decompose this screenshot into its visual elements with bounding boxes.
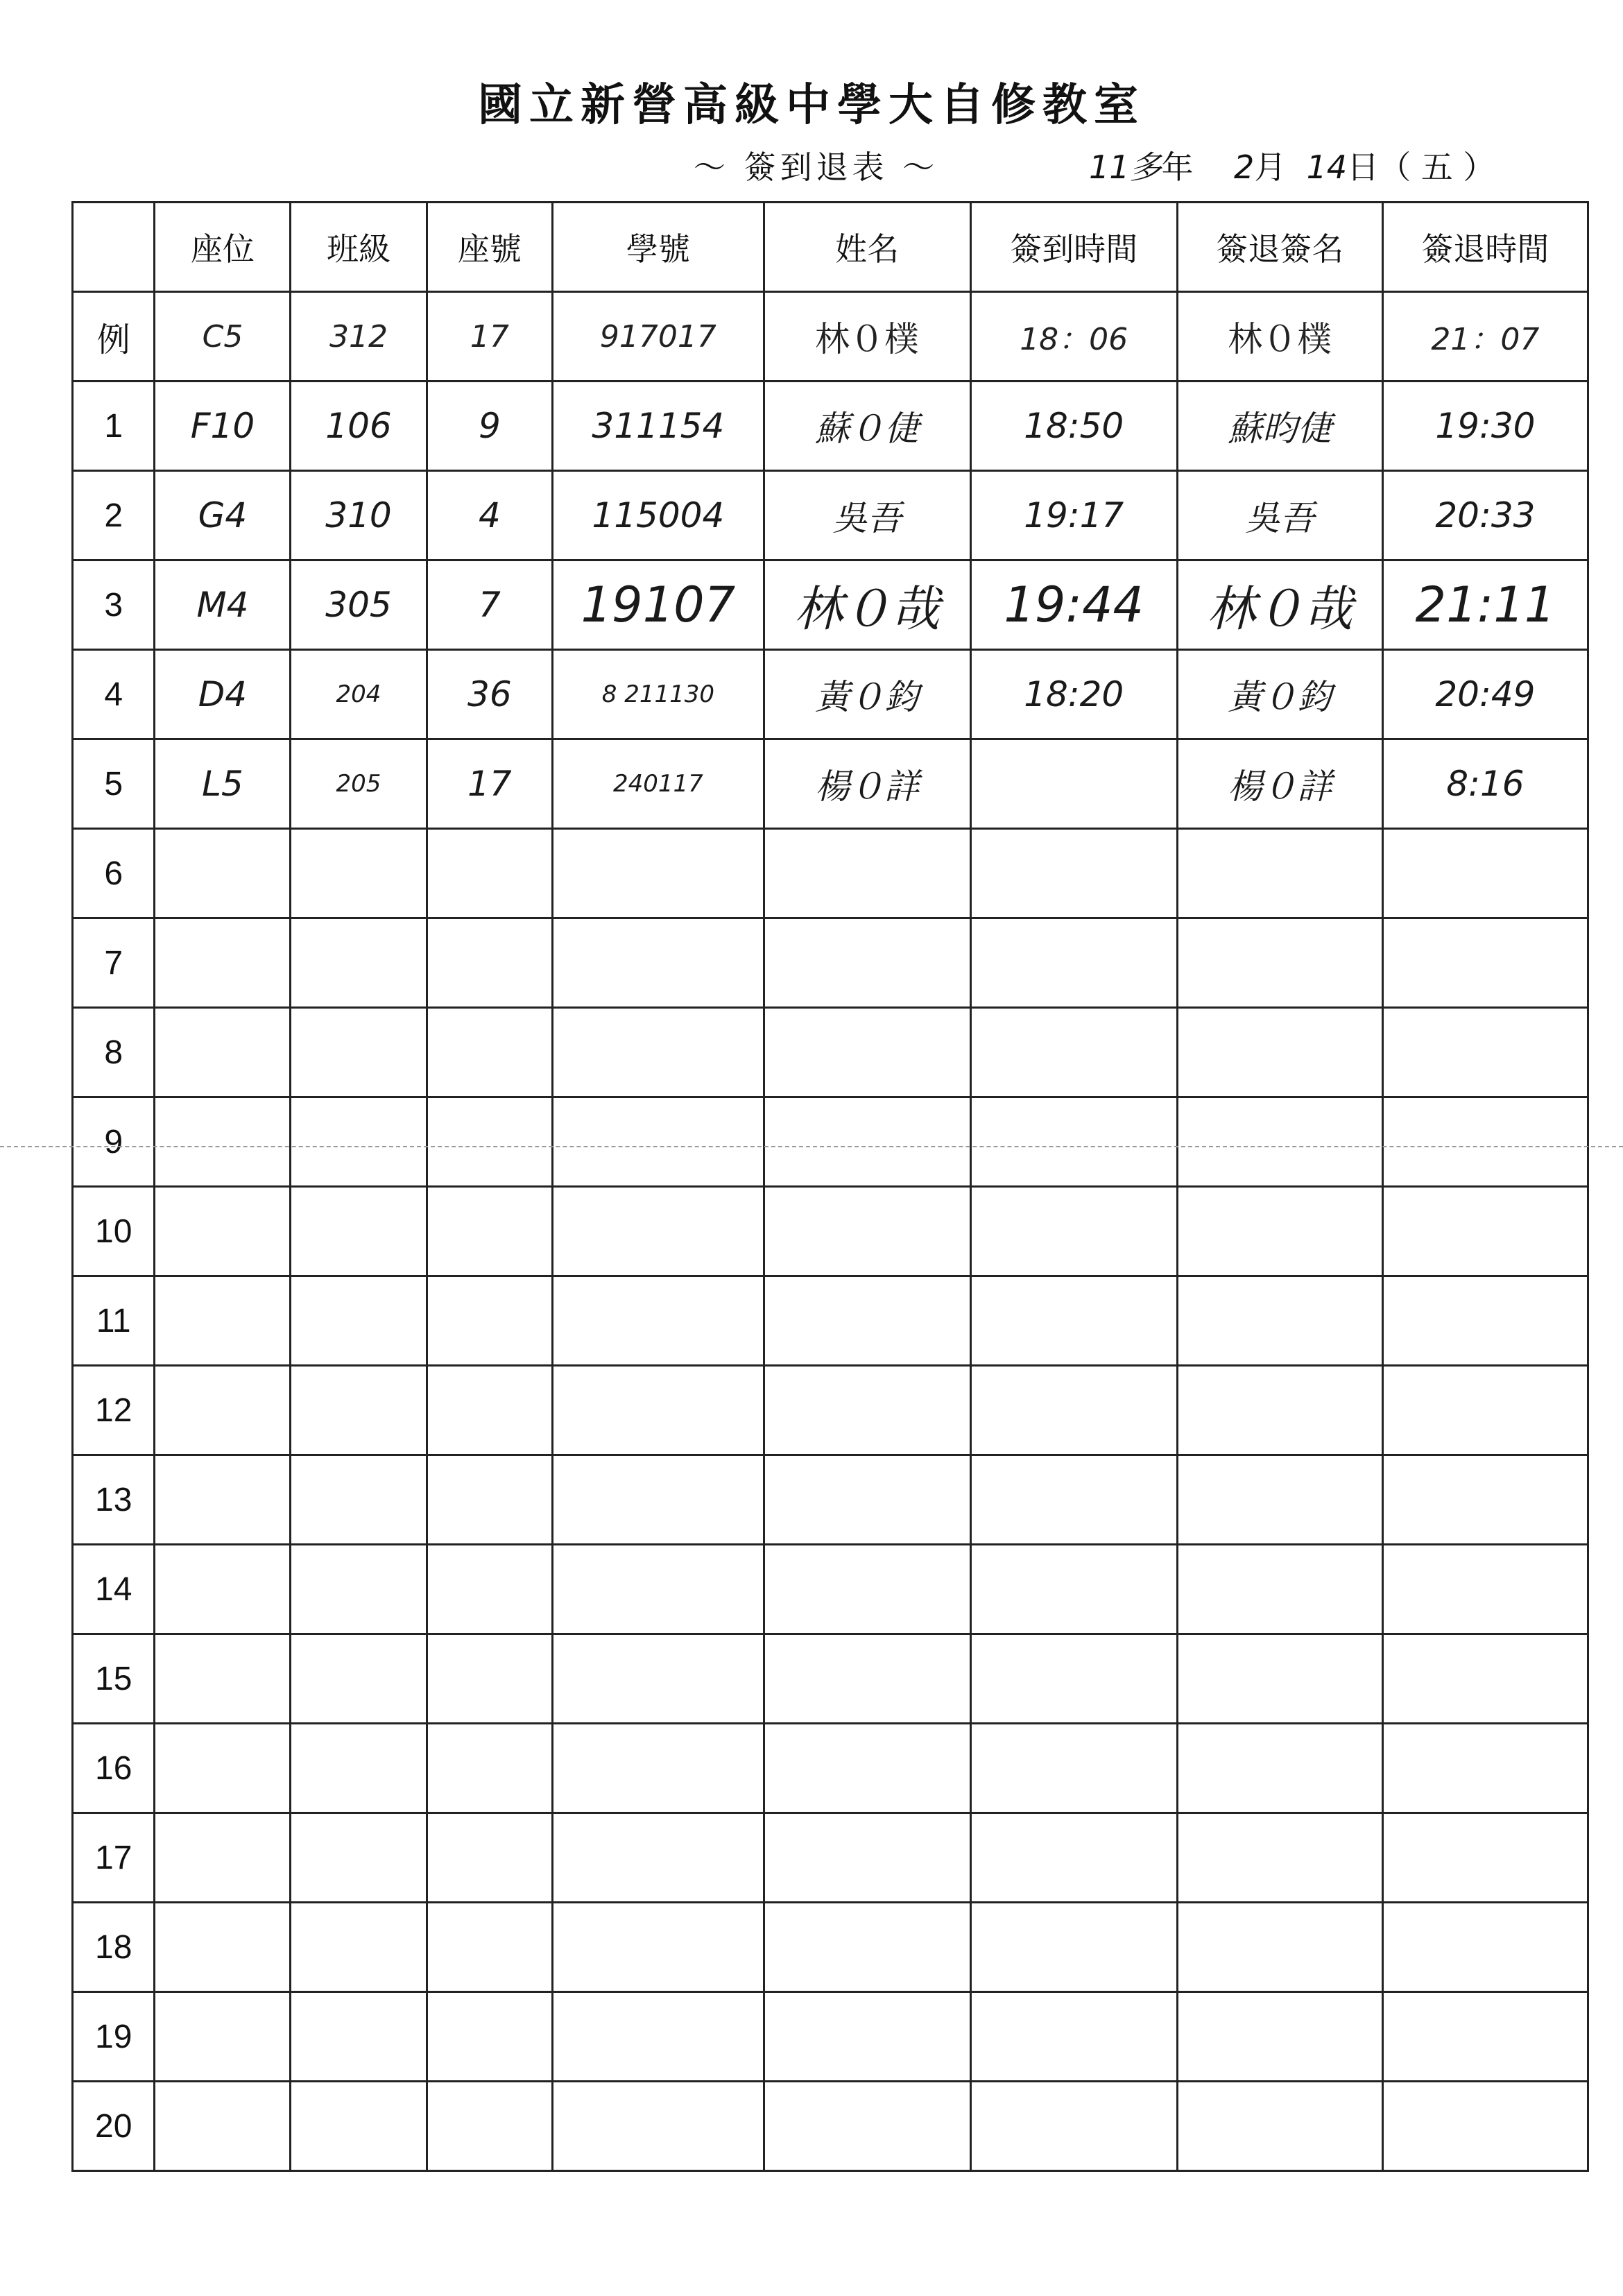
cell-sign-in-time (970, 1545, 1177, 1634)
table-row (73, 560, 1588, 650)
cell-seat-number: 4 (427, 471, 553, 560)
cell-student-id: 115004 (553, 471, 764, 560)
cell-sign-out-signature (1177, 918, 1382, 1008)
date-day-unit: 日 (1347, 148, 1380, 186)
cell-sign-in-time (970, 1724, 1177, 1813)
cell-sign-out-signature (1177, 1903, 1382, 1992)
cell-sign-out-time (1382, 1545, 1588, 1634)
cell-student-id (553, 1545, 764, 1634)
row-label: 11 (73, 1276, 155, 1366)
date-day: 14 (1306, 148, 1348, 186)
cell-sign-out-signature (1177, 1813, 1382, 1903)
cell-seat: F10 (155, 382, 291, 471)
cell-seat-number (427, 1366, 553, 1455)
row-label: 8 (73, 1008, 155, 1097)
cell-sign-out-signature (1177, 2082, 1382, 2171)
cell-sign-out-signature: 林０哉 (1177, 560, 1382, 650)
table-row (73, 918, 1588, 1008)
cell-sign-in-time (970, 1455, 1177, 1545)
cell-class (291, 1276, 427, 1366)
cell-sign-in-time (970, 1097, 1177, 1187)
cell-sign-in-time (970, 1813, 1177, 1903)
cell-name (764, 1813, 970, 1903)
cell-seat (155, 918, 291, 1008)
column-header-name: 姓名 (764, 203, 970, 292)
page-subtitle: ～ 簽到退表 ～ (694, 148, 939, 186)
column-header-sign-out-signature: 簽退簽名 (1177, 203, 1382, 292)
cell-student-id (553, 1903, 764, 1992)
cell-seat-number (427, 1634, 553, 1724)
cell-name: 楊０詳 (764, 739, 970, 829)
row-label: 13 (73, 1455, 155, 1545)
cell-student-id (553, 918, 764, 1008)
example-cell-sign-out-time: 21：07 (1382, 292, 1588, 382)
example-row (73, 292, 1588, 382)
cell-sign-in-time (970, 1008, 1177, 1097)
cell-class (291, 1903, 427, 1992)
table-row (73, 382, 1588, 471)
cell-name (764, 1366, 970, 1455)
cell-name (764, 1455, 970, 1545)
cell-sign-out-time (1382, 1187, 1588, 1276)
cell-class: 205 (291, 739, 427, 829)
cell-seat-number: 9 (427, 382, 553, 471)
row-label: 10 (73, 1187, 155, 1276)
row-label: 2 (73, 471, 155, 560)
cell-sign-out-time (1382, 1992, 1588, 2082)
date-year: 11多 (1089, 148, 1162, 186)
cell-student-id (553, 1455, 764, 1545)
cell-class (291, 1545, 427, 1634)
cell-sign-in-time: 18:20 (970, 650, 1177, 739)
cell-sign-out-time (1382, 2082, 1588, 2171)
table-row (73, 1545, 1588, 1634)
column-header-student-id: 學號 (553, 203, 764, 292)
cell-seat-number (427, 1903, 553, 1992)
cell-seat-number (427, 1187, 553, 1276)
row-label: 15 (73, 1634, 155, 1724)
example-cell-seat-number: 17 (427, 292, 553, 382)
cell-sign-in-time (970, 1366, 1177, 1455)
cell-class: 106 (291, 382, 427, 471)
date-line (1089, 142, 1495, 188)
row-label: 9 (73, 1097, 155, 1187)
cell-sign-out-time: 20:33 (1382, 471, 1588, 560)
cell-sign-out-signature (1177, 1187, 1382, 1276)
table-row (73, 1455, 1588, 1545)
cell-student-id (553, 1813, 764, 1903)
cell-name: 蘇０倢 (764, 382, 970, 471)
cell-class: 204 (291, 650, 427, 739)
row-label: 17 (73, 1813, 155, 1903)
table-row (73, 829, 1588, 918)
cell-seat (155, 2082, 291, 2171)
cell-seat (155, 1276, 291, 1366)
cell-student-id: 311154 (553, 382, 764, 471)
cell-sign-in-time (970, 739, 1177, 829)
cell-class (291, 1724, 427, 1813)
cell-name (764, 829, 970, 918)
column-header-class: 班級 (291, 203, 427, 292)
cell-seat-number (427, 829, 553, 918)
cell-sign-out-time (1382, 1008, 1588, 1097)
row-label: 18 (73, 1903, 155, 1992)
cell-sign-out-signature: 蘇昀倢 (1177, 382, 1382, 471)
table-row (73, 1634, 1588, 1724)
cell-name (764, 1187, 970, 1276)
cell-sign-out-time (1382, 1455, 1588, 1545)
cell-seat-number (427, 1545, 553, 1634)
example-cell-class: 312 (291, 292, 427, 382)
cell-seat (155, 1634, 291, 1724)
row-label: 7 (73, 918, 155, 1008)
cell-sign-out-signature (1177, 1545, 1382, 1634)
cell-name (764, 918, 970, 1008)
table-row (73, 1008, 1588, 1097)
table-row (73, 1187, 1588, 1276)
cell-student-id (553, 1634, 764, 1724)
date-month: 2 (1234, 148, 1255, 186)
column-header-seat: 座位 (155, 203, 291, 292)
cell-class: 310 (291, 471, 427, 560)
cell-name (764, 1992, 970, 2082)
cell-sign-in-time (970, 2082, 1177, 2171)
row-label: 20 (73, 2082, 155, 2171)
row-label: 3 (73, 560, 155, 650)
example-cell-sign-out-signature: 林０樸 (1177, 292, 1382, 382)
cell-name (764, 1634, 970, 1724)
cell-sign-in-time (970, 918, 1177, 1008)
header-row (73, 203, 1588, 292)
table-row (73, 650, 1588, 739)
example-cell-seat: C5 (155, 292, 291, 382)
cell-class (291, 1097, 427, 1187)
cell-sign-out-time (1382, 918, 1588, 1008)
table-row (73, 471, 1588, 560)
column-header-sign-out-time: 簽退時間 (1382, 203, 1588, 292)
cell-class (291, 2082, 427, 2171)
row-label: 4 (73, 650, 155, 739)
cell-sign-out-signature (1177, 1724, 1382, 1813)
table-row (73, 1724, 1588, 1813)
cell-seat-number (427, 1724, 553, 1813)
cell-class (291, 829, 427, 918)
table-body (73, 292, 1588, 2171)
cell-seat (155, 1724, 291, 1813)
cell-student-id (553, 829, 764, 918)
cell-sign-out-time (1382, 1634, 1588, 1724)
cell-class (291, 1366, 427, 1455)
cell-seat-number (427, 1097, 553, 1187)
cell-name (764, 1724, 970, 1813)
cell-sign-out-time: 21:11 (1382, 560, 1588, 650)
cell-class (291, 1008, 427, 1097)
example-cell-student-id: 917017 (553, 292, 764, 382)
cell-seat-number (427, 1455, 553, 1545)
cell-seat (155, 1813, 291, 1903)
date-year-unit: 年 (1161, 148, 1194, 186)
cell-student-id: 19107 (553, 560, 764, 650)
cell-sign-out-signature (1177, 1366, 1382, 1455)
cell-sign-out-time: 19:30 (1382, 382, 1588, 471)
row-label: 12 (73, 1366, 155, 1455)
table-row (73, 1366, 1588, 1455)
cell-sign-out-time (1382, 1903, 1588, 1992)
cell-sign-in-time (970, 1992, 1177, 2082)
cell-class (291, 1634, 427, 1724)
table-row (73, 739, 1588, 829)
cell-student-id (553, 1724, 764, 1813)
cell-sign-out-signature (1177, 1008, 1382, 1097)
cell-seat (155, 1187, 291, 1276)
cell-sign-in-time (970, 1903, 1177, 1992)
cell-seat-number (427, 2082, 553, 2171)
cell-name: 黃０鈞 (764, 650, 970, 739)
cell-sign-out-time (1382, 1366, 1588, 1455)
cell-sign-out-time (1382, 1097, 1588, 1187)
cell-seat (155, 1992, 291, 2082)
cell-seat-number (427, 1813, 553, 1903)
cell-name (764, 2082, 970, 2171)
cell-seat (155, 1366, 291, 1455)
table-row (73, 1992, 1588, 2082)
corner-cell (73, 203, 155, 292)
cell-seat (155, 1097, 291, 1187)
row-label: 例 (73, 292, 155, 382)
cell-sign-out-time (1382, 1276, 1588, 1366)
table-row (73, 2082, 1588, 2171)
cell-student-id (553, 1187, 764, 1276)
cell-sign-out-signature: 黃０鈞 (1177, 650, 1382, 739)
cell-sign-in-time: 18:50 (970, 382, 1177, 471)
cell-class (291, 918, 427, 1008)
cell-seat: M4 (155, 560, 291, 650)
cell-seat-number: 7 (427, 560, 553, 650)
cell-sign-out-signature: 楊０詳 (1177, 739, 1382, 829)
column-header-seat-number: 座號 (427, 203, 553, 292)
row-label: 5 (73, 739, 155, 829)
cell-seat-number: 36 (427, 650, 553, 739)
cell-sign-in-time: 19:17 (970, 471, 1177, 560)
cell-student-id (553, 1008, 764, 1097)
cell-sign-out-time: 8:16 (1382, 739, 1588, 829)
cell-student-id (553, 1097, 764, 1187)
cell-sign-in-time (970, 1276, 1177, 1366)
cell-seat: L5 (155, 739, 291, 829)
table-row (73, 1813, 1588, 1903)
cell-student-id (553, 2082, 764, 2171)
table-row (73, 1276, 1588, 1366)
scan-artifact-line (0, 1146, 1623, 1147)
cell-sign-out-time (1382, 829, 1588, 918)
cell-name (764, 1903, 970, 1992)
row-label: 6 (73, 829, 155, 918)
cell-seat-number (427, 1008, 553, 1097)
cell-class (291, 1455, 427, 1545)
cell-sign-out-signature (1177, 1455, 1382, 1545)
row-label: 14 (73, 1545, 155, 1634)
cell-seat (155, 829, 291, 918)
cell-sign-in-time: 19:44 (970, 560, 1177, 650)
cell-name: 林０哉 (764, 560, 970, 650)
cell-sign-in-time (970, 1634, 1177, 1724)
table-row (73, 1903, 1588, 1992)
cell-sign-out-signature: 吳吾 (1177, 471, 1382, 560)
cell-seat: D4 (155, 650, 291, 739)
cell-sign-out-time: 20:49 (1382, 650, 1588, 739)
cell-seat (155, 1008, 291, 1097)
cell-seat-number (427, 1992, 553, 2082)
cell-student-id: 8 211130 (553, 650, 764, 739)
cell-sign-in-time (970, 1187, 1177, 1276)
cell-student-id: 240117 (553, 739, 764, 829)
cell-seat (155, 1455, 291, 1545)
cell-sign-in-time (970, 829, 1177, 918)
cell-class (291, 1992, 427, 2082)
example-cell-sign-in-time: 18：06 (970, 292, 1177, 382)
cell-seat: G4 (155, 471, 291, 560)
cell-class (291, 1187, 427, 1276)
cell-sign-out-signature (1177, 1634, 1382, 1724)
cell-class (291, 1813, 427, 1903)
cell-name (764, 1008, 970, 1097)
row-label: 19 (73, 1992, 155, 2082)
cell-name: 吳吾 (764, 471, 970, 560)
cell-name (764, 1276, 970, 1366)
cell-sign-out-signature (1177, 829, 1382, 918)
cell-sign-out-signature (1177, 1992, 1382, 2082)
cell-seat-number: 17 (427, 739, 553, 829)
cell-name (764, 1545, 970, 1634)
cell-seat-number (427, 1276, 553, 1366)
cell-seat (155, 1903, 291, 1992)
cell-sign-out-signature (1177, 1276, 1382, 1366)
cell-seat-number (427, 918, 553, 1008)
cell-student-id (553, 1366, 764, 1455)
row-label: 1 (73, 382, 155, 471)
date-month-unit: 月 (1254, 148, 1287, 186)
cell-sign-out-time (1382, 1813, 1588, 1903)
cell-name (764, 1097, 970, 1187)
cell-sign-out-signature (1177, 1097, 1382, 1187)
column-header-sign-in-time: 簽到時間 (970, 203, 1177, 292)
page-title: 國立新營高級中學大自修教室 (478, 79, 1145, 131)
cell-student-id (553, 1992, 764, 2082)
table-row (73, 1097, 1588, 1187)
cell-sign-out-time (1382, 1724, 1588, 1813)
row-label: 16 (73, 1724, 155, 1813)
cell-seat (155, 1545, 291, 1634)
sign-in-table (71, 201, 1589, 2172)
cell-student-id (553, 1276, 764, 1366)
cell-class: 305 (291, 560, 427, 650)
date-weekday: （ 五 ） (1379, 148, 1495, 186)
example-cell-name: 林０樸 (764, 292, 970, 382)
